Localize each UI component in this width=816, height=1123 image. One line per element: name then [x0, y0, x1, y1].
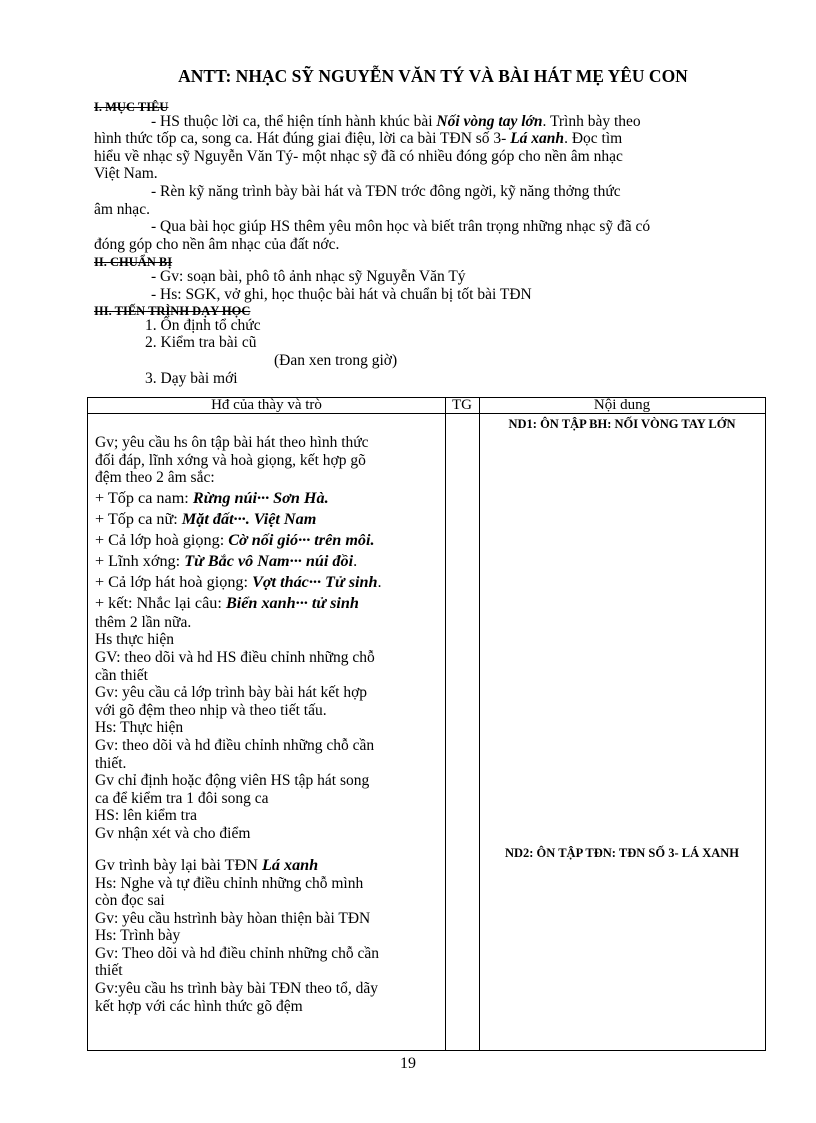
paragraph [94, 113, 774, 131]
list-item: 2. Kiểm tra bài cũ [145, 334, 257, 352]
table-line [95, 856, 441, 875]
section-heading: III. TIẾN TRÌNH DẠY HỌC [94, 304, 251, 319]
table-header-activity: Hđ của thày và trò [211, 398, 322, 413]
text: Gv trình bày lại bài TĐN [95, 855, 262, 874]
table-line: cần thiết [95, 666, 148, 684]
table-line: Gv: theo dõi và hd điều chỉnh những chỗ cần [95, 736, 375, 754]
table-line [95, 509, 441, 530]
lesson-table [87, 397, 766, 1051]
song-title: Lá xanh [261, 855, 319, 874]
paragraph-line: hiểu về nhạc sỹ Nguyễn Văn Tý- một nhạc sỹ đã có nhiều đóng góp cho nền âm nhạc [94, 147, 623, 165]
header-divider [88, 413, 765, 414]
text: + kết: Nhắc lại câu: [95, 593, 226, 612]
table-line [95, 488, 441, 509]
section-heading: II. CHUẨN BỊ [94, 255, 173, 270]
spacer [95, 843, 441, 856]
activity-column [95, 434, 441, 1015]
text: . Trình bày theo [542, 112, 641, 130]
table-line: thêm 2 lần nữa. [95, 613, 192, 631]
song-title: Nối vòng tay lớn [436, 112, 543, 130]
paragraph-line: đóng góp cho nền âm nhạc của đất nớc. [94, 235, 340, 253]
table-line: + Lĩnh xớng: Từ Bắc vô Nam··· núi đồi. [95, 551, 358, 570]
list-item: 3. Dạy bài mới [145, 369, 238, 387]
column-divider [479, 398, 480, 1050]
table-line: HS: lên kiểm tra [95, 807, 198, 825]
text: + Cả lớp hoà giọng: [95, 530, 229, 549]
page-title: ANTT: NHẠC SỸ NGUYỄN VĂN TÝ VÀ BÀI HÁT MẸ YÊU CON [178, 66, 688, 86]
section-heading: I. MỤC TIÊU [94, 100, 169, 114]
table-line: thiết [95, 962, 123, 980]
table-line [95, 530, 441, 551]
paragraph-line: âm nhạc. [94, 200, 150, 218]
paragraph-line: - Rèn kỹ năng trình bày bài hát và TĐN trớc đông ngời, kỹ năng thởng thức [151, 182, 621, 200]
list-item: 1. Ổn định tổ chức [145, 316, 261, 334]
table-line: + Cả lớp hát hoà giọng: Vợt thác··· Tử sinh. [95, 572, 382, 591]
lyric: Biển xanh··· tử sinh [225, 593, 359, 612]
table-line: Gv: Theo dõi và hd điều chỉnh những chỗ cần [95, 944, 380, 962]
table-line: Gv chỉ định hoặc động viên HS tập hát song [95, 772, 370, 790]
paragraph-line: Việt Nam. [94, 165, 158, 183]
table-line: còn đọc sai [95, 892, 165, 910]
table-line: thiết. [95, 754, 127, 772]
table-line: Gv: yêu cầu hstrình bày hòan thiện bài TĐN [95, 909, 371, 927]
table-line: với gõ đệm theo nhịp và theo tiết tấu. [95, 701, 327, 719]
page-number: 19 [400, 1055, 416, 1072]
table-line: Gv nhận xét và cho điểm [95, 824, 251, 842]
table-header-time: TG [452, 398, 472, 413]
text: + Lĩnh xớng: [95, 551, 185, 570]
paragraph-line [94, 130, 774, 148]
list-item: (Đan xen trong giờ) [274, 351, 398, 369]
lyric: Mặt đất···. Việt Nam [181, 509, 317, 528]
text: + Tốp ca nữ: [95, 509, 182, 528]
lyric: Rừng núi··· Sơn Hà. [192, 488, 329, 507]
text: - HS thuộc lời ca, thể hiện tính hành khúc bài [151, 112, 437, 130]
text: . Đọc tìm [564, 130, 623, 148]
content-nd1: ND1: ÔN TẬP BH: NỐI VÒNG TAY LỚN [508, 417, 736, 431]
table-line: Hs thực hiện [95, 631, 174, 649]
table-line: Gv:yêu cầu hs trình bày bài TĐN theo tổ, dãy [95, 980, 378, 998]
table-line: ca để kiểm tra 1 đôi song ca [95, 789, 269, 807]
table-line: Hs: Trình bày [95, 927, 181, 945]
table-line: đối đáp, lĩnh xớng và hoà giọng, kết hợp gõ [95, 451, 366, 469]
table-line: Gv; yêu cầu hs ôn tập bài hát theo hình thức [95, 434, 369, 451]
table-line: GV: theo dõi và hd HS điều chỉnh những chỗ [95, 648, 375, 666]
list-item: - Hs: SGK, vở ghi, học thuộc bài hát và chuẩn bị tốt bài TĐN [151, 285, 532, 303]
table-line: Hs: Thực hiện [95, 719, 184, 737]
column-divider [445, 398, 446, 1050]
lyric: Vợt thác··· Tử sinh [252, 572, 378, 591]
content-nd2: ND2: ÔN TẬP TĐN: TĐN SỐ 3- LÁ XANH [504, 846, 740, 860]
text: + Tốp ca nam: [95, 488, 193, 507]
lyric: Từ Bắc vô Nam··· núi đồi [184, 551, 354, 570]
text: + Cả lớp hát hoà giọng: [95, 572, 253, 591]
table-line: đệm theo 2 âm sắc: [95, 469, 215, 487]
table-line: Hs: Nghe và tự điều chỉnh những chỗ mình [95, 874, 364, 892]
text: hình thức tốp ca, song ca. Hát đúng giai điệu, lời ca bài TĐN số 3- [94, 130, 511, 148]
table-line: Gv: yêu cầu cả lớp trình bày bài hát kết hợp [95, 684, 368, 702]
list-item: - Gv: soạn bài, phô tô ảnh nhạc sỹ Nguyễn Văn Tý [151, 267, 466, 285]
table-header-content: Nội dung [593, 398, 651, 413]
paragraph-line: - Qua bài học giúp HS thêm yêu môn học và biết trân trọng những nhạc sỹ đã có [151, 218, 651, 236]
lyric: Cờ nối gió··· trên môi. [228, 530, 375, 549]
table-line: kết hợp với các hình thức gõ đệm [95, 997, 303, 1015]
section-objectives [94, 99, 774, 387]
song-title: Lá xanh [510, 130, 565, 148]
table-line [95, 593, 441, 614]
